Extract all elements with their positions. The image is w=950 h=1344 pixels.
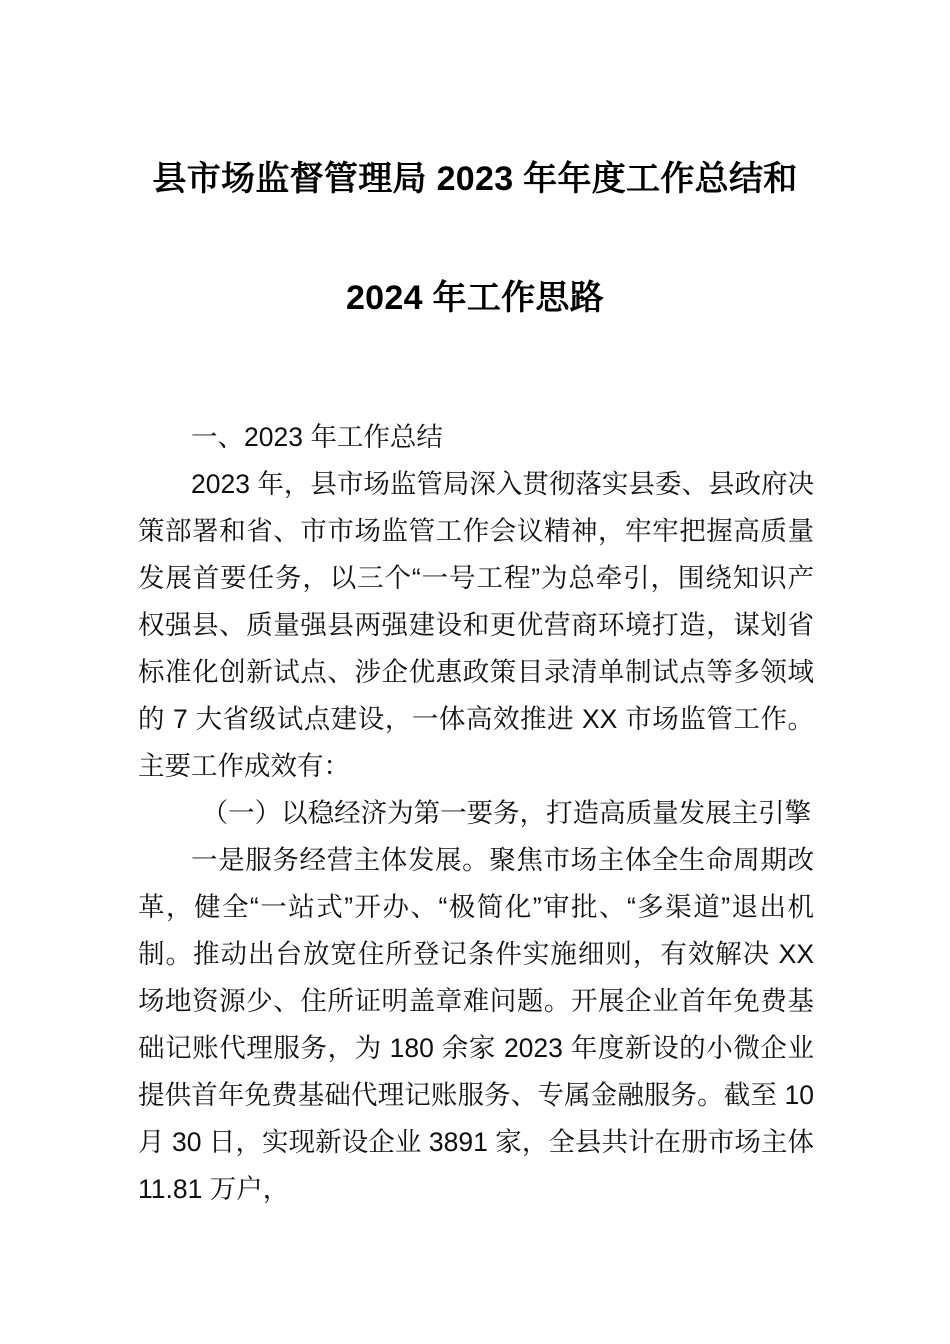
section-heading-1: 一、2023 年工作总结 bbox=[191, 422, 443, 452]
subsection-paragraph-1: 一是服务经营主体发展。聚焦市场主体全生命周期改革，健全“一站式”开办、“极简化”审批、“多渠道”退出机制。推动出台放宽住所登记条件实施细则，有效解决 XX 场地资源少、住所证明盖章难问题。开展企业首年免费基础记账代理服务，为 180 余家 2023 年度新设的小微企业提供首年免费基础代理记账服务、专属金融服务。截至 10 月 30 日，实现新设企业 3891 家，全县共计在册市场主体 11.81 万户， bbox=[138, 845, 814, 1204]
document-body bbox=[138, 414, 814, 1213]
document-title bbox=[138, 148, 812, 329]
section-paragraph-intro: 2023 年，县市场监管局深入贯彻落实县委、县政府决策部署和省、市市场监管工作会议精神，牢牢把握高质量发展首要任务，以三个“一号工程”为总牵引，围绕知识产权强县、质量强县两强建设和更优营商环境打造，谋划省标准化创新试点、涉企优惠政策目录清单制试点等多领域的 7 大省级试点建设，一体高效推进 XX 市场监管工作。主要工作成效有： bbox=[138, 469, 814, 781]
document-title-line-1: 县市场监督管理局 2023 年年度工作总结和 bbox=[152, 160, 798, 198]
subsection-heading-1: （一）以稳经济为第一要务，打造高质量发展主引擎 bbox=[201, 798, 812, 828]
document-title-line-2: 2024 年工作思路 bbox=[345, 279, 605, 317]
